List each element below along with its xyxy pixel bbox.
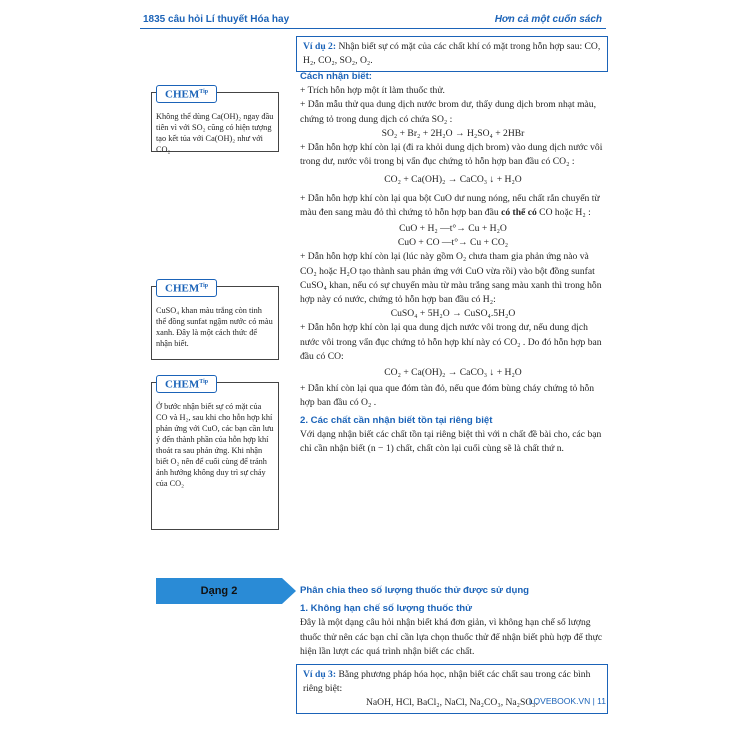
paragraph: + Dẫn hỗn hợp khí còn lại (lúc này gồm O₂ chưa tham gia phản ứng nào và CO₂ hoặc H₂O tạo thành sau phản ứng với CuO vừa rồi) vào bột đồng sunfat CuSO₄ khan, nếu có sự chuyển màu từ màu trắng sang màu xanh thì trong hỗn hợp này có nước, chứng tỏ hỗn hợp ban đầu có H₂: (300, 251, 602, 306)
paragraph: + Dẫn mẫu thử qua dung dịch nước brom dư, thấy dung dịch brom nhạt màu, chứng tỏ trong dung dịch có chứa SO₂ : (300, 99, 596, 125)
paragraph: + Trích hỗn hợp một ít làm thuốc thử. (300, 85, 445, 97)
example-3-box (296, 664, 608, 714)
paragraph: + Dẫn khí còn lại qua que đóm tàn đỏ, nếu que đóm bùng cháy chứng tỏ hỗn hợp ban đầu có O₂ . (300, 383, 595, 409)
example-label: Ví dụ 3: (303, 669, 337, 680)
paragraph: Với dạng nhận biết các chất tồn tại riêng biệt thì với n chất đề bài cho, các bạn chỉ cần nhận biết (n − 1) chất, chất còn lại cuối cùng sẽ là chất thứ n. (300, 428, 602, 455)
method-title: Cách nhận biết: (300, 71, 372, 82)
example-2-box (296, 36, 608, 72)
chem-tip-text: Ở bước nhận biết sự có mặt của CO và H₂, sau khi cho hỗn hợp khí phản ứng với CuO, các bạn cần lưu ý đến thành phần của hỗn hợp khí thoát ra sau phản ứng. Khi nhận biết O₂ nên để cuối cùng để tránh ảnh hưởng không duy trì sự cháy của CO₂ (156, 402, 274, 488)
equation: CO₂ + Ca(OH)₂ → CaCO₃ ↓ + H₂O (384, 174, 522, 186)
example-label: Ví dụ 2: (303, 41, 337, 52)
header-left-title: 1835 câu hỏi Lí thuyết Hóa hay (143, 14, 290, 25)
chem-tip-label: $CHEM^{Tip}$ (156, 85, 217, 103)
chem-tip-text: Không thể dùng Ca(OH)₂ ngay đầu tiên vì với SO₂ cũng có hiện tượng tạo kết tủa với Ca(OH)₂ như với CO₂ (156, 112, 274, 154)
equation: CuO + CO —t°→ Cu + CO₂ (397, 237, 509, 249)
equation: CO₂ + Ca(OH)₂ → CaCO₃ ↓ + H₂O (384, 367, 522, 379)
paragraph: Đây là một dạng câu hỏi nhận biết khá đơn giản, vì không hạn chế số lượng thuốc thử nên các bạn chỉ cần lựa chọn thuốc thử để nhận biết phù hợp để thực hiện lần lượt các quá trình nhận biết các chất. (300, 617, 603, 657)
chem-tip-box-1 (151, 88, 279, 154)
example-formula: NaOH, HCl, BaCl₂, NaCl, Na₂CO₃, Na₂SO₃. (365, 697, 539, 708)
footer-page-number: LOVEBOOK.VN | 11 (528, 696, 606, 706)
example-text: Bằng phương pháp hóa học, nhận biết các chất sau trong các bình riêng biệt: (303, 669, 591, 694)
dang-label: Dạng 2 (200, 585, 238, 597)
chem-tip-box-2 (151, 282, 279, 360)
emphasis: có thể có (501, 206, 537, 218)
paragraph: + Dẫn hỗn hợp khí còn lại qua bột CuO dư nung nóng, nếu chất rắn chuyển từ màu đen sang màu đỏ thì chứng tỏ hỗn hợp ban đầu có thể có CO hoặc H₂ : (300, 192, 600, 218)
paragraph: + Dẫn hỗn hợp khí còn lại qua dung dịch nước vôi trong dư, nếu dung dịch nước vôi trong vẩn đục chứng tỏ hỗn hợp khí này có CO₂ . Do đó hỗn hợp ban đầu có CO: (300, 322, 602, 362)
chem-tip-box-3 (151, 378, 279, 530)
equation: CuO + H₂ —t°→ Cu + H₂O (399, 223, 507, 235)
equation: SO₂ + Br₂ + 2H₂O → H₂SO₄ + 2HBr (381, 127, 525, 139)
example-text: Nhận biết sự có mặt của các chất khí có mặt trong hỗn hợp sau: CO, H₂, CO₂, SO₂, O₂. (303, 41, 601, 66)
dang-banner (156, 578, 296, 604)
chem-tip-label: $CHEM^{Tip}$ (156, 279, 217, 297)
section-2-title: 2. Các chất cần nhận biết tồn tại riêng biệt (300, 414, 493, 426)
paragraph: + Dẫn hỗn hợp khí còn lại (đi ra khỏi dung dịch brom) vào dung dịch nước vôi trong dư, nước vôi trong bị vẩn đục chứng tỏ hỗn hợp ban đầu có CO₂ : (300, 142, 603, 168)
chem-tip-text: CuSO₄ khan màu trắng còn tinh thể đồng sunfat ngậm nước có màu xanh. Đây là một cách thức để nhận biết. (156, 306, 273, 348)
main-content (300, 70, 606, 456)
dang-title: Phân chia theo số lượng thuốc thử được sử dụng (300, 585, 530, 596)
header-divider (140, 28, 606, 29)
chem-tip-label: $CHEM^{Tip}$ (156, 375, 217, 393)
section-1-title: 1. Không hạn chế số lượng thuốc thử (300, 603, 473, 615)
equation: CuSO₄ + 5H₂O → CuSO₄.5H₂O (390, 308, 516, 320)
header-right-title: Hơn cả một cuốn sách (494, 14, 602, 25)
section-dang-2 (300, 584, 606, 659)
